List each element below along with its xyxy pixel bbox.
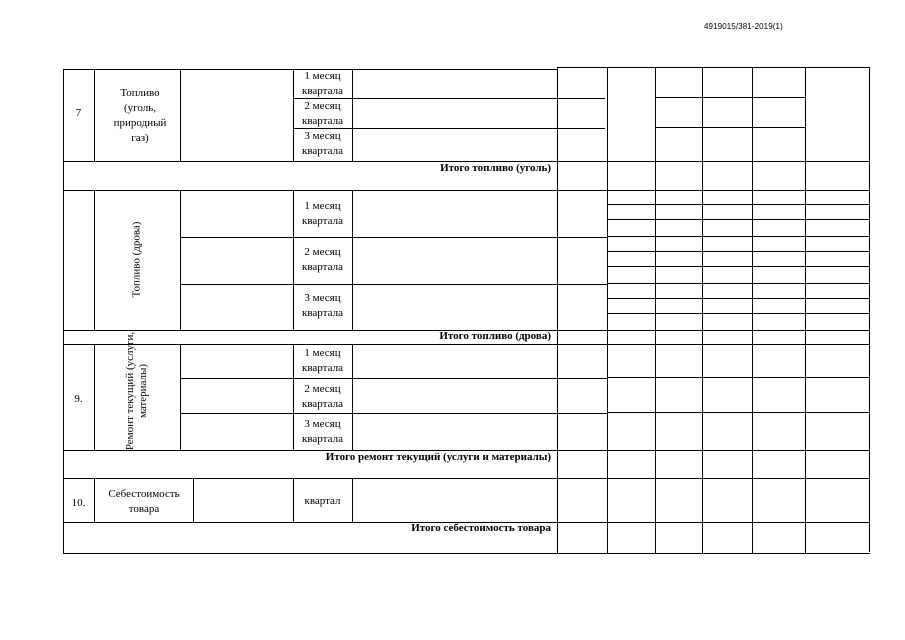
month-label: 1 месяц квартала [302, 70, 343, 97]
row-number: 10. [71, 497, 86, 509]
row-name: Ремонт текущий (услуги, материалы) [124, 331, 149, 451]
table-border-left [63, 69, 64, 554]
data-col-line [805, 67, 806, 554]
section-divider [63, 190, 869, 191]
col-line [352, 478, 353, 522]
document-id: 4919015/381-2019(1) [704, 22, 783, 31]
data-col-line [655, 67, 656, 554]
sub-divider [607, 219, 869, 220]
month-divider [180, 378, 607, 379]
row-name: Топливо (дрова) [130, 221, 143, 298]
month-label: 2 месяц квартала [302, 383, 343, 410]
month-divider [180, 413, 607, 414]
col-line [180, 344, 181, 450]
data-col-line [752, 67, 753, 554]
month-divider [180, 284, 607, 285]
month-divider [180, 237, 607, 238]
sub-divider [607, 313, 869, 314]
sub-divider [607, 251, 869, 252]
table-border-bottom [63, 553, 870, 554]
month-label: 2 месяц квартала [302, 100, 343, 127]
data-col-line [557, 67, 558, 554]
total-label: Итого топливо (уголь) [440, 162, 551, 174]
sub-divider [607, 298, 869, 299]
total-label: Итого ремонт текущий (услуги и материалы) [325, 451, 551, 463]
col-line [352, 344, 353, 450]
sub-divider [607, 266, 869, 267]
period-label: квартал [304, 495, 341, 507]
col-line [193, 478, 194, 522]
row-name: Себестоимость товара [108, 488, 180, 515]
row-number: 7 [75, 107, 82, 119]
section-divider [63, 344, 869, 345]
sub-divider [607, 204, 869, 205]
row-number: 9. [74, 393, 83, 405]
col-line [352, 69, 353, 161]
data-col-line [607, 67, 608, 554]
col-line [180, 190, 181, 330]
col-line [94, 69, 95, 161]
col-line [180, 69, 181, 161]
month-label: 1 месяц квартала [302, 200, 343, 227]
month-label: 3 месяц квартала [302, 130, 343, 157]
col-line [94, 190, 95, 330]
table-border-top-right [557, 67, 870, 68]
total-label: Итого топливо (дрова) [439, 330, 551, 342]
col-line [352, 190, 353, 330]
month-divider [607, 377, 869, 378]
col-line [94, 344, 95, 450]
month-label: 3 месяц квартала [302, 418, 343, 445]
total-label: Итого себестоимость товара [411, 522, 551, 534]
month-divider [607, 412, 869, 413]
month-label: 2 месяц квартала [302, 246, 343, 273]
table-border-right [869, 67, 870, 552]
row-name: Топливо (уголь, природный газ) [113, 87, 167, 144]
month-divider [655, 97, 805, 98]
month-divider [655, 127, 805, 128]
sub-divider [607, 236, 869, 237]
data-col-line [702, 67, 703, 554]
sub-divider [607, 283, 869, 284]
month-label: 3 месяц квартала [302, 292, 343, 319]
section-divider [63, 478, 869, 479]
col-line [94, 478, 95, 522]
month-label: 1 месяц квартала [302, 347, 343, 374]
